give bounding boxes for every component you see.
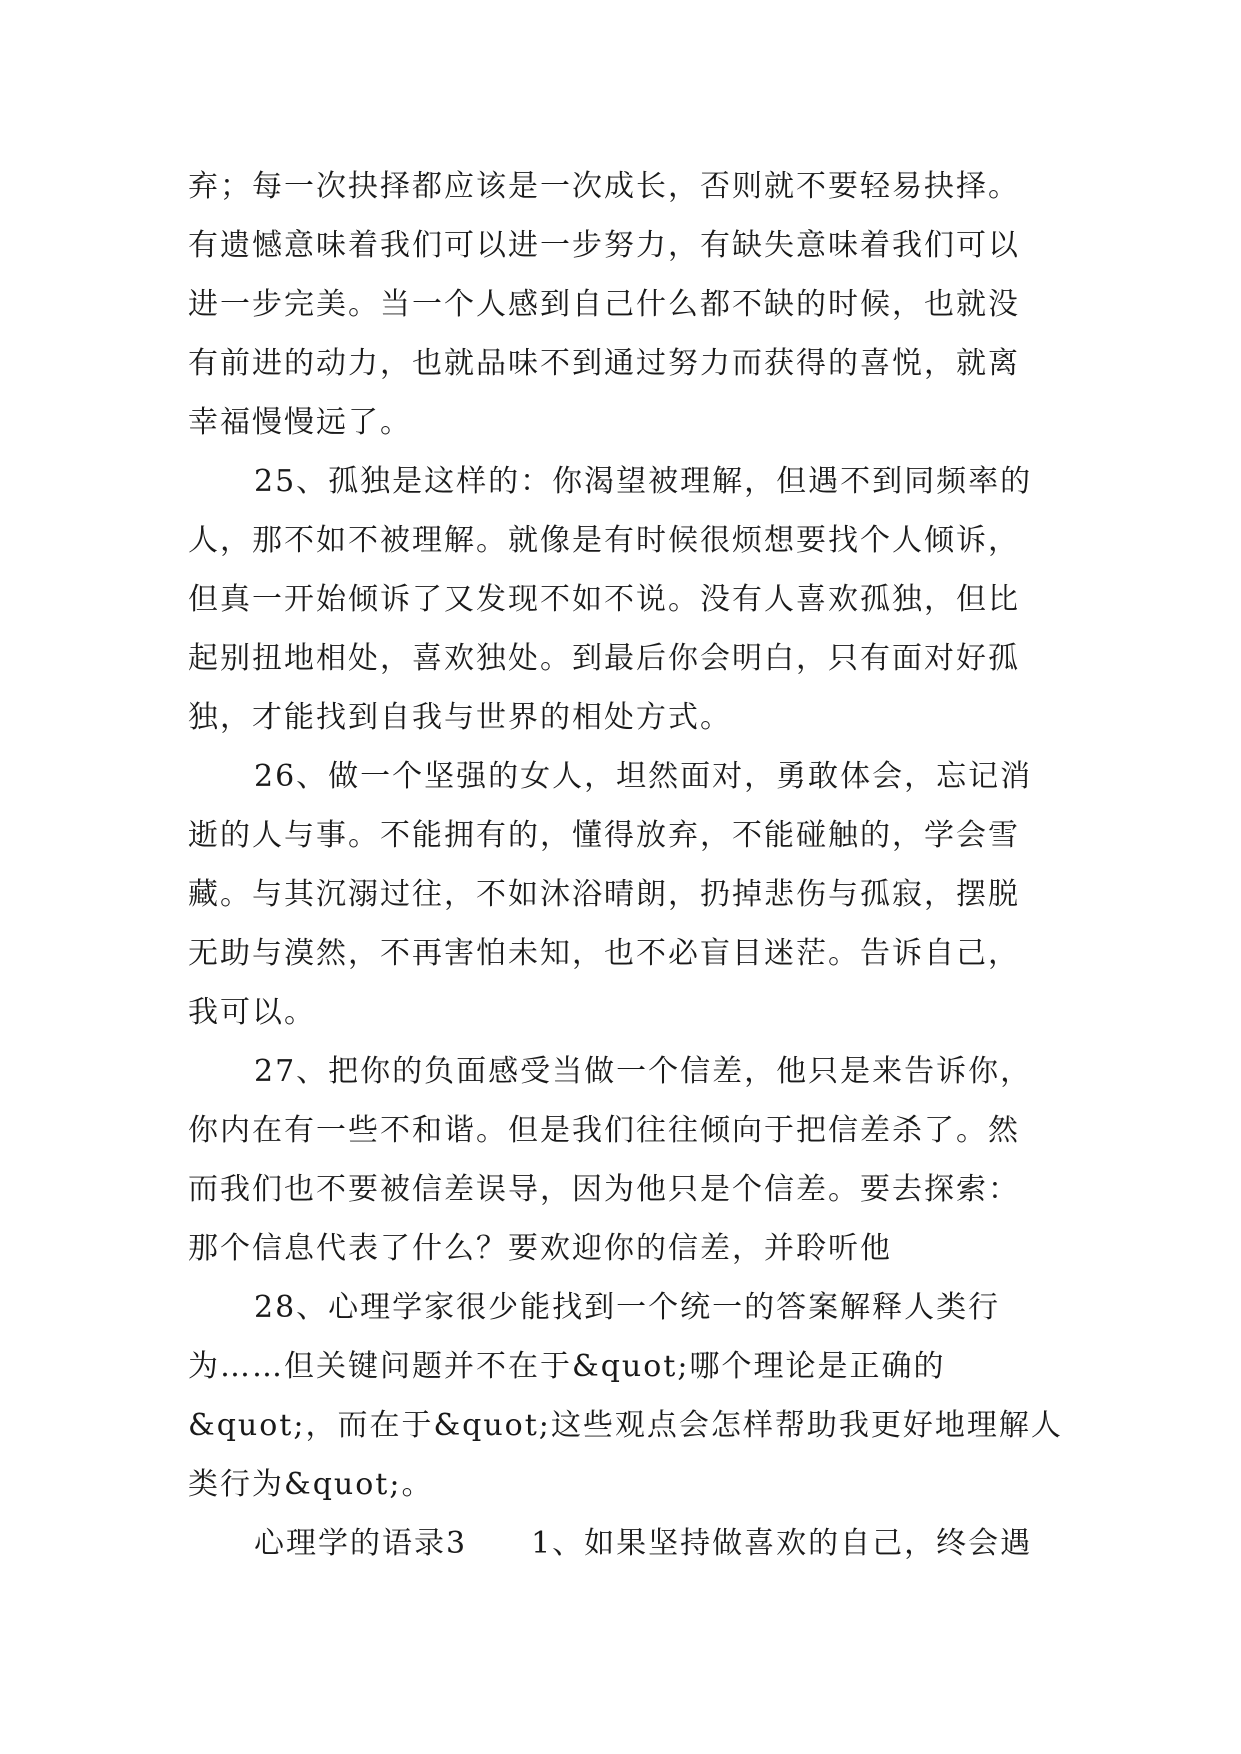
text-line: 你内在有一些不和谐。但是我们往往倾向于把信差杀了。然	[188, 1113, 1020, 1148]
text-line: 类行为&quot;。	[188, 1467, 434, 1502]
text-line: 有遗憾意味着我们可以进一步努力，有缺失意味着我们可以	[188, 228, 1020, 263]
text-line: 独，才能找到自我与世界的相处方式。	[188, 700, 732, 735]
text-line: 有前进的动力，也就品味不到通过努力而获得的喜悦，就离	[188, 346, 1020, 381]
text-line: 但真一开始倾诉了又发现不如不说。没有人喜欢孤独，但比	[188, 582, 1020, 617]
text-line: 而我们也不要被信差误导，因为他只是个信差。要去探索：	[188, 1172, 1020, 1207]
text-line: 藏。与其沉溺过往，不如沐浴晴朗，扔掉悲伤与孤寂，摆脱	[188, 877, 1020, 912]
paragraph-26-start: 26、做一个坚强的女人，坦然面对，勇敢体会，忘记消	[254, 759, 1033, 794]
text-line: 弃；每一次抉择都应该是一次成长，否则就不要轻易抉择。	[188, 169, 1020, 204]
paragraph-27-start: 27、把你的负面感受当做一个信差，他只是来告诉你，	[254, 1054, 1033, 1089]
paragraph-25-start: 25、孤独是这样的：你渴望被理解，但遇不到同频率的	[254, 464, 1033, 499]
paragraph-28-start: 28、心理学家很少能找到一个统一的答案解释人类行	[254, 1290, 1001, 1325]
text-line: 我可以。	[188, 995, 316, 1030]
section-heading-line: 心理学的语录3 1、如果坚持做喜欢的自己，终会遇	[254, 1526, 1033, 1561]
text-line: 进一步完美。当一个人感到自己什么都不缺的时候，也就没	[188, 287, 1020, 322]
text-line: 逝的人与事。不能拥有的，懂得放弃，不能碰触的，学会雪	[188, 818, 1020, 853]
text-line: 无助与漠然，不再害怕未知，也不必盲目迷茫。告诉自己，	[188, 936, 1020, 971]
text-line: 起别扭地相处，喜欢独处。到最后你会明白，只有面对好孤	[188, 641, 1020, 676]
text-line: 为……但关键问题并不在于&quot;哪个理论是正确的	[188, 1349, 946, 1384]
text-line: 幸福慢慢远了。	[188, 405, 412, 440]
text-line: &quot;，而在于&quot;这些观点会怎样帮助我更好地理解人	[188, 1408, 1063, 1443]
text-line: 那个信息代表了什么？要欢迎你的信差，并聆听他	[188, 1231, 892, 1266]
text-line: 人，那不如不被理解。就像是有时候很烦想要找个人倾诉，	[188, 523, 1020, 558]
